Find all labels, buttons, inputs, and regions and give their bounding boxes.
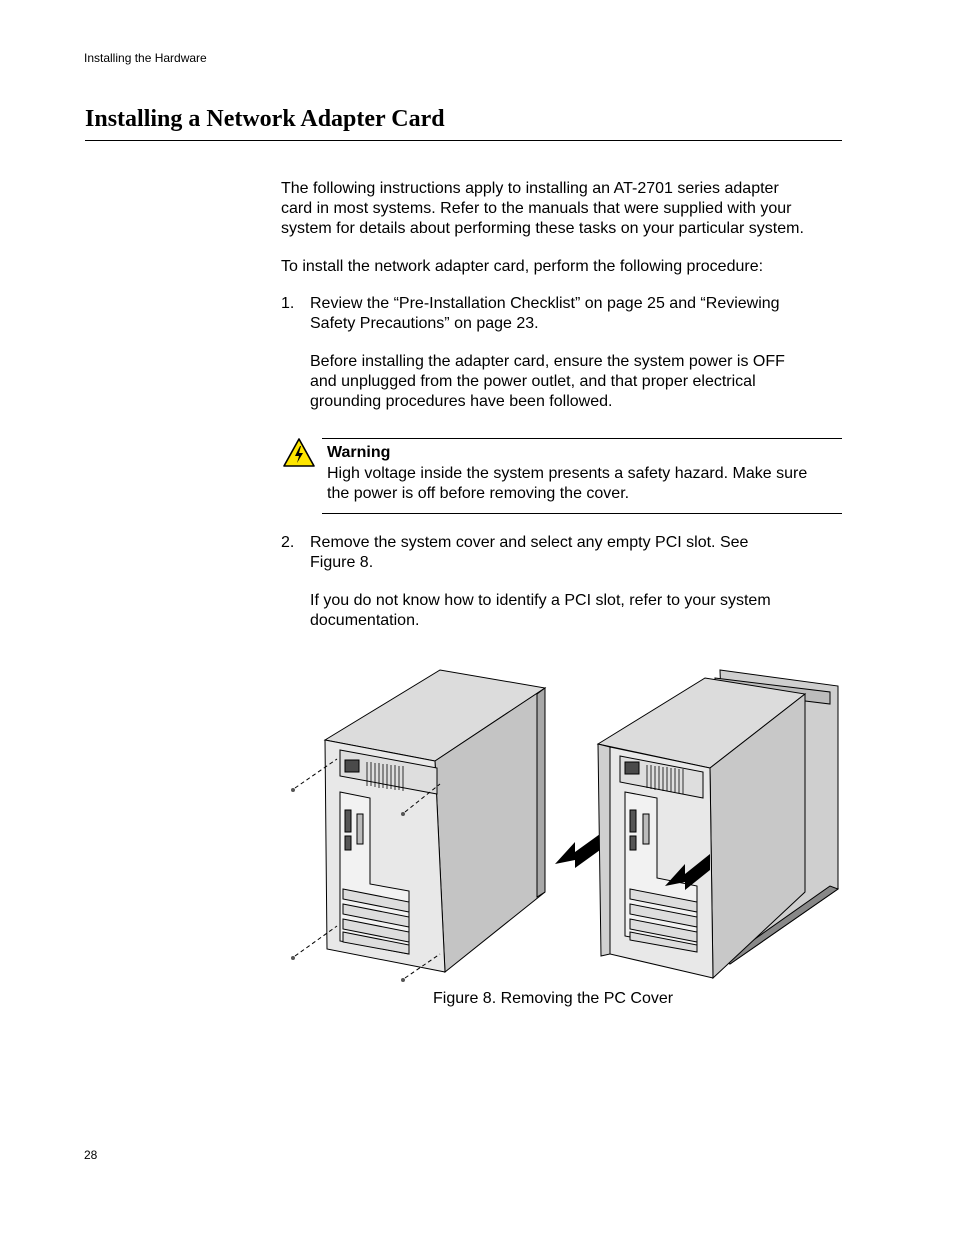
intro-line: The following instructions apply to installing an AT-2701 series adapter <box>281 180 779 197</box>
intro-line: system for details about performing these tasks on your particular system. <box>281 220 804 237</box>
warning-line: High voltage inside the system presents a safety hazard. Make sure <box>327 465 808 482</box>
note-line: Before installing the adapter card, ensure the system power is OFF <box>310 353 785 370</box>
procedure-intro: To install the network adapter card, perform the following procedure: <box>281 258 764 275</box>
running-header: Installing the Hardware <box>84 51 207 65</box>
high-voltage-warning-icon <box>282 437 316 468</box>
intro-paragraph <box>281 179 846 239</box>
warning-title: Warning <box>327 444 391 461</box>
removal-arrow <box>555 834 600 868</box>
warning-text <box>327 464 842 504</box>
intro-line: card in most systems. Refer to the manuals that were supplied with your <box>281 200 792 217</box>
step-text-line: Remove the system cover and select any empty PCI slot. See <box>310 534 749 551</box>
pc-tower-closed <box>325 670 545 972</box>
note-line: If you do not know how to identify a PCI slot, refer to your system <box>310 592 771 609</box>
page-title: Installing a Network Adapter Card <box>85 106 445 132</box>
step-text-line: Safety Precautions” on page 23. <box>310 315 539 332</box>
warning-box <box>322 438 842 514</box>
note-line: and unplugged from the power outlet, and that proper electrical <box>310 373 756 390</box>
step-number: 1. <box>281 295 295 312</box>
step-1-note <box>310 352 840 412</box>
step-text-line: Figure 8. <box>310 554 374 571</box>
title-rule <box>85 140 842 141</box>
pc-tower-open <box>598 670 838 978</box>
warning-line: the power is off before removing the cover. <box>327 485 630 502</box>
note-line: grounding procedures have been followed. <box>310 393 613 410</box>
step-text-line: Review the “Pre-Installation Checklist” on page 25 and “Reviewing <box>310 295 780 312</box>
step-number: 2. <box>281 534 295 551</box>
page-number: 28 <box>84 1148 98 1162</box>
pc-cover-removal-illustration <box>285 664 845 984</box>
step-2-note <box>310 591 840 631</box>
figure-caption: Figure 8. Removing the PC Cover <box>433 990 674 1007</box>
note-line: documentation. <box>310 612 420 629</box>
